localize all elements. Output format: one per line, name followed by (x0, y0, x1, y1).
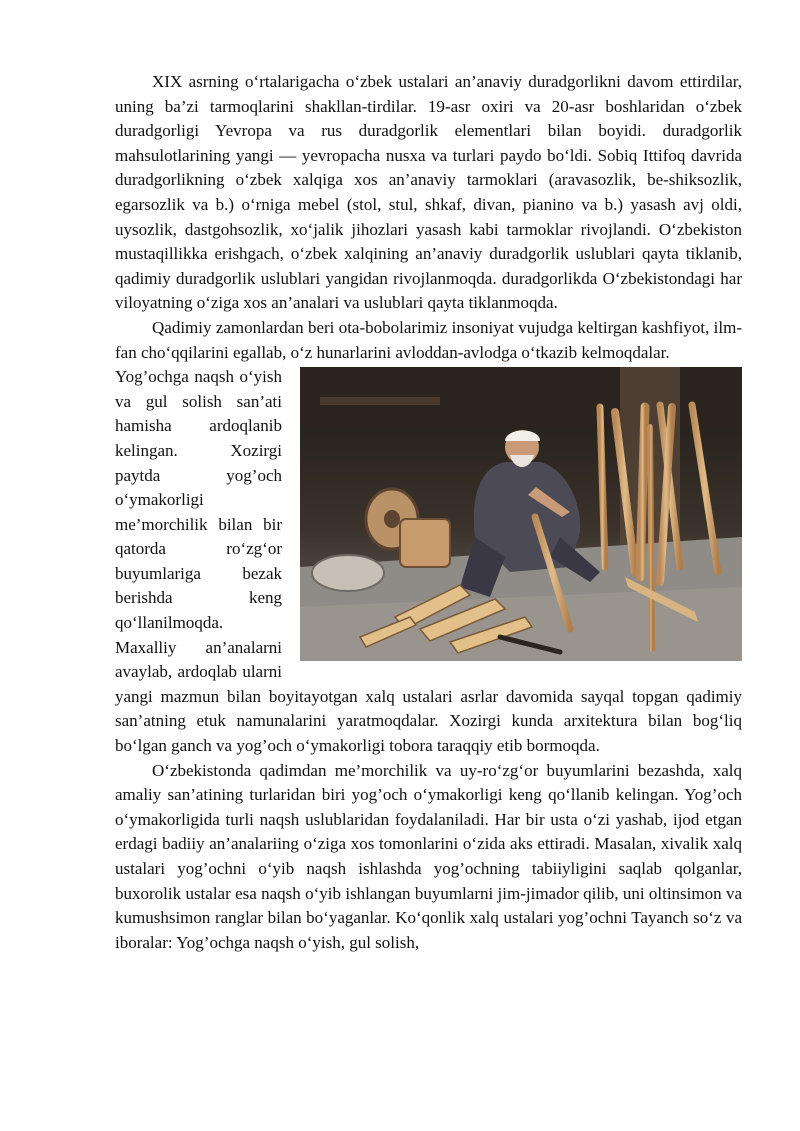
paragraph-2-body: Yog’ochga naqsh o‘yish va gul solish san’ati hamisha ardoqlanib kelingan. Xozirgi paytda yog’och o‘ymakorligi me’morchilik bilan bir qatorda ro‘zg‘or buyumlariga bezak berishda keng qo‘llanilmoqda. Maxalliy an’analarni avaylab, ardoqlab ularni yangi mazmun bilan boyitayotgan xalq ustalari asrlar davomida sayqal topgan qadimiy san’atning etuk namunalarini yaratmoqdalar. Xozirgi kunda arxitektura bilan bog‘liq bo‘lgan ganch va yog’och o‘ymakorligi tobora taraqqiy etib bormoqda. (115, 367, 742, 756)
body-text (115, 70, 742, 955)
woodworker-photo (300, 367, 742, 661)
paragraph-3: O‘zbekistonda qadimdan me’morchilik va uy-ro‘zg‘or buyumlarini bezashda, xalq amaliy san’atining turlaridan biri yog’och o‘ymakorligi keng qo‘llanib kelingan. Yog’och o‘ymakorligida turli naqsh uslublaridan foydalaniladi. Har bir usta o‘zi yashab, ijod etgan erdagi badiiy an’analariing o‘ziga xos tomonlarini o‘zida aks ettiradi. Masalan, xivalik xalq ustalari yog’ochni o‘yib naqsh ishlashda yog’ochning tabiiyligini saqlab qolganlar, buxorolik ustalar esa naqsh o‘yib ishlangan buyumlarni jim-jimador qilib, uni oltinsimon va kumushsimon ranglar bilan bo‘yaganlar. Ko‘qonlik xalq ustalari yog’ochni Tayanch so‘z va iboralar: Yog’ochga naqsh o‘yish, gul solish, (115, 760, 742, 952)
woodworker-illustration (300, 367, 742, 661)
paragraph-2-intro: Qadimiy zamonlardan beri ota-bobolarimiz insoniyat vujudga keltirgan kashfiyot, ilm-fan cho‘qqilarini egallab, o‘z hunarlarini avloddan-avlodga o‘tkazib kelmoqdalar. (115, 317, 742, 362)
paragraph-1: XIX asrning o‘rtalarigacha o‘zbek ustalari an’anaviy duradgorlikni davom ettirdilar, uning ba’zi tarmoqlarini shakllan-tirdilar. 19-asr oxiri va 20-asr boshlaridan o‘zbek duradgorligi Yevropa va rus duradgorlik elementlari bilan boyidi. duradgorlik mahsulotlarining yangi — yevropacha nusxa va turlari paydo bo‘ldi. Sobiq Ittifoq davrida duradgorlikning o‘zbek xalqiga xos an’anaviy tarmoklari (aravasozlik, be-shiksozlik, egarsozlik va b.) o‘rniga mebel (stol, stul, shkaf, divan, pianino va b.) yasash avj oldi, uysozlik, dastgohsozlik, xo‘jalik jihozlari yasash kabi tarmoklar rivojlandi. O‘zbekiston mustaqillikka erishgach, o‘zbek xalqining an’anaviy duradgorlik uslublari qayta tiklanib, qadimiy duradgorlik uslublari yangidan rivojlanmoqda. duradgorlikda O‘zbekistondagi har viloyatning o‘ziga xos an’analari va uslublari qayta tiklanmoqda. (115, 72, 742, 313)
